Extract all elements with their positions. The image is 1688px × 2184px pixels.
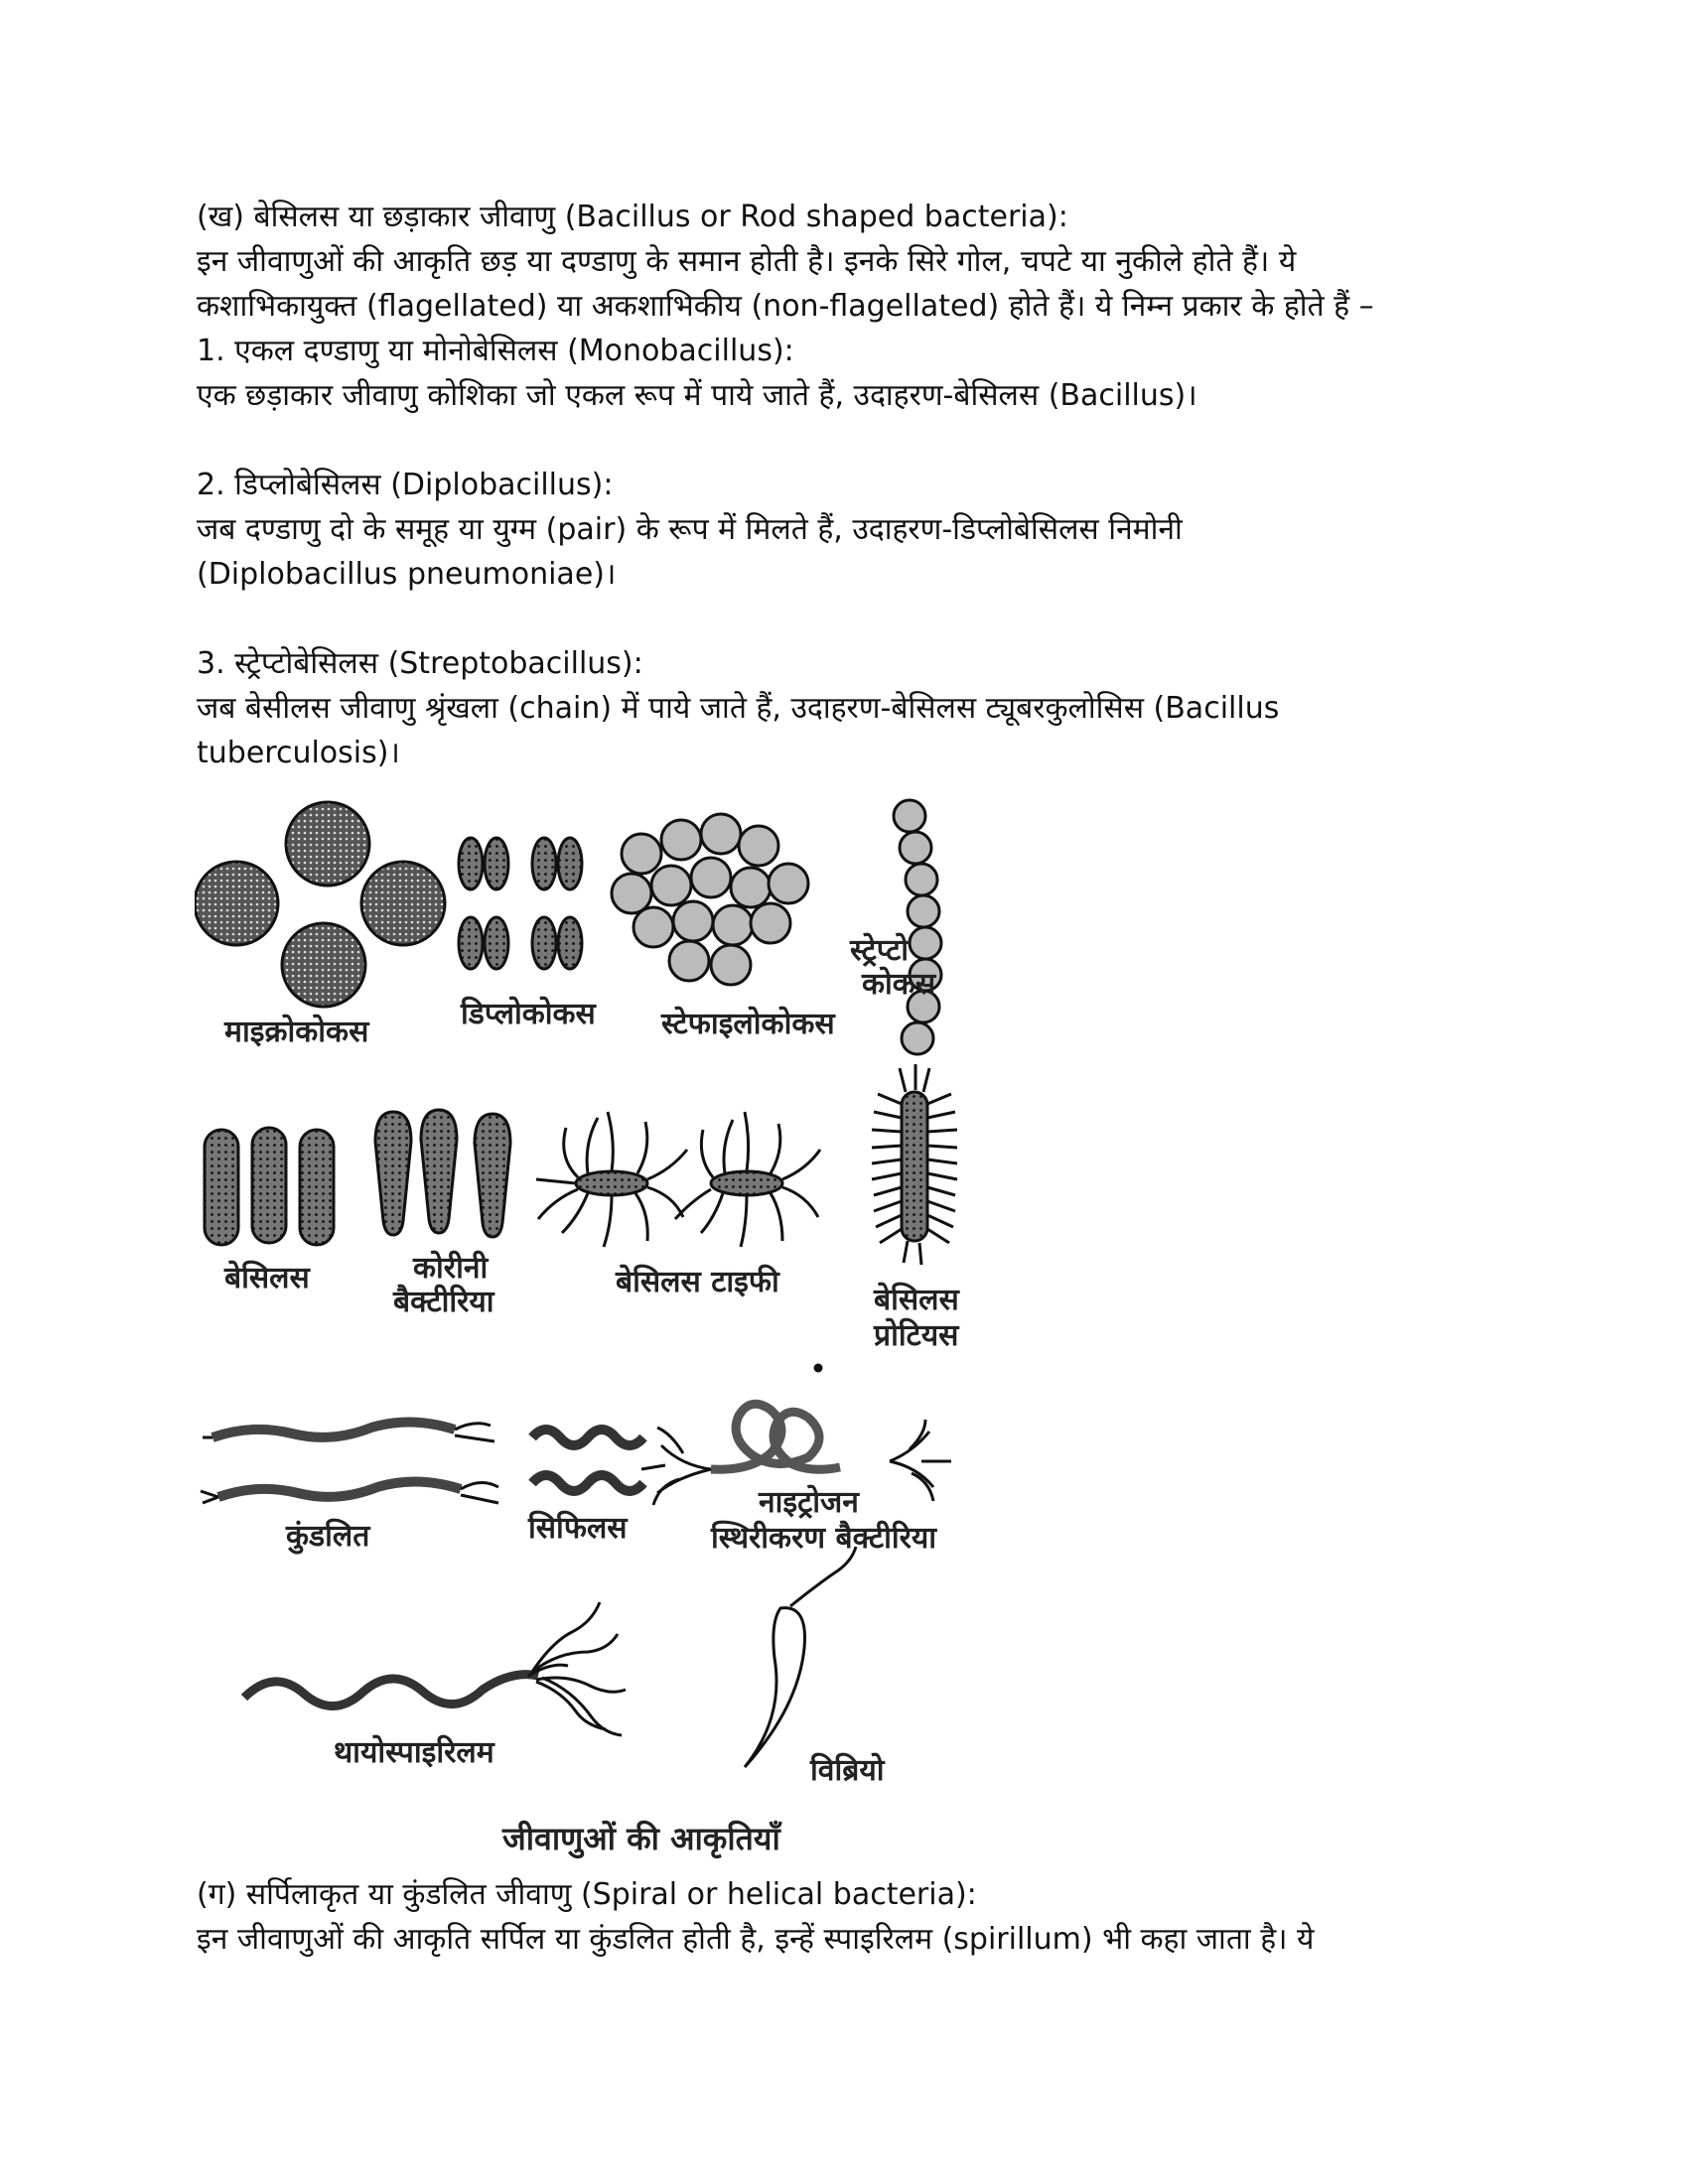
label-proteus-line-1: बेसिलस: [874, 1283, 959, 1317]
bacteria-shapes-figure: [195, 794, 1009, 1866]
label-vibrio: विब्रियो: [810, 1753, 885, 1788]
diplococcus-drawing: [459, 838, 582, 969]
figure-caption: जीवाणुओं की आकृतियाँ: [502, 1820, 780, 1857]
label-diplococcus: डिप्लोकोकस: [461, 997, 596, 1031]
staphylococcus-drawing: [612, 814, 808, 985]
label-micrococcus: माइक्रोकोकस: [224, 1015, 369, 1049]
label-bacillus: बेसिलस: [224, 1261, 310, 1296]
bacillus-text-line-2: कशाभिकायुक्त (flagellated) या अकशाभिकीय (non-flagellated) होते हैं। ये निम्न प्रकार के होते हैं –: [197, 289, 1374, 324]
label-strepto: स्ट्रेप्टो: [850, 933, 910, 968]
streptobacillus-text-line-2: tuberculosis)।: [197, 736, 400, 770]
streptobacillus-text-line-1: जब बेसीलस जीवाणु श्रृंखला (chain) में पाये जाते हैं, उदाहरण-बेसिलस ट्यूबरकुलोसिस (Bacillus: [197, 691, 1280, 726]
label-coryne-line-2: बैक्टीरिया: [393, 1285, 494, 1319]
monobacillus-text: एक छड़ाकार जीवाणु कोशिका जो एकल रूप में पाये जाते हैं, उदाहरण-बेसिलस (Bacillus)।: [197, 378, 1197, 413]
label-staphylococcus: स्टेफाइलोकोकस: [661, 1007, 835, 1041]
coiled-bacteria-drawing: [201, 1422, 498, 1503]
vibrio-drawing: [745, 1547, 856, 1767]
spiral-section: [197, 1872, 1507, 1962]
label-nitrogen-line-1: नाइट्रोजन: [759, 1485, 859, 1520]
corynebacteria-drawing: [375, 1110, 510, 1237]
bacillus-drawing: [205, 1128, 334, 1245]
label-nitrogen-line-2: स्थिरीकरण बैक्टीरिया: [711, 1521, 937, 1556]
streptococcus-drawing: [894, 800, 941, 1054]
spiral-heading: (ग) सर्पिलाकृत या कुंडलित जीवाणु (Spiral or helical bacteria):: [197, 1877, 977, 1912]
spiral-text-line-1: इन जीवाणुओं की आकृति सर्पिल या कुंडलित होती है, इन्हें स्पाइरिलम (spirillum) भी कहा जाता है। ये: [197, 1922, 1315, 1957]
label-coryne-line-1: कोरीनी: [413, 1251, 489, 1286]
bacillus-text-line-1: इन जीवाणुओं की आकृति छड़ या दण्डाणु के समान होती है। इनके सिरे गोल, चपटे या नुकीले होते हैं। ये: [197, 244, 1297, 279]
label-proteus-line-2: प्रोटियस: [874, 1318, 959, 1353]
diplobacillus-text-line-2: (Diplobacillus pneumoniae)।: [197, 557, 617, 592]
document-body: [197, 195, 1507, 775]
label-thiospirillum: थायोस्पाइरिलम: [334, 1735, 494, 1770]
label-coiled: कुंडलित: [286, 1519, 370, 1554]
streptobacillus-heading: 3. स्ट्रेप्टोबेसिलस (Streptobacillus):: [197, 646, 643, 681]
syphilis-drawing: [532, 1430, 643, 1491]
bacillus-heading: (ख) बेसिलस या छड़ाकार जीवाणु (Bacillus or Rod shaped bacteria):: [197, 200, 1068, 234]
label-bacillus-typhi: बेसिलस टाइफी: [616, 1265, 779, 1299]
bacillus-typhi-drawing: [536, 1112, 820, 1247]
diplobacillus-heading: 2. डिप्लोबेसिलस (Diplobacillus):: [197, 468, 614, 502]
monobacillus-heading: 1. एकल दण्डाणु या मोनोबेसिलस (Monobacillus):: [197, 334, 794, 368]
diplobacillus-text-line-1: जब दण्डाणु दो के समूह या युग्म (pair) के रूप में मिलते हैं, उदाहरण-डिप्लोबेसिलस निमोनी: [197, 512, 1183, 547]
thiospirillum-drawing: [244, 1602, 626, 1735]
label-syphilis: सिफिलस: [528, 1511, 628, 1546]
micrococcus-drawing: [195, 802, 445, 1007]
label-coccus: कोकस: [862, 967, 936, 1002]
